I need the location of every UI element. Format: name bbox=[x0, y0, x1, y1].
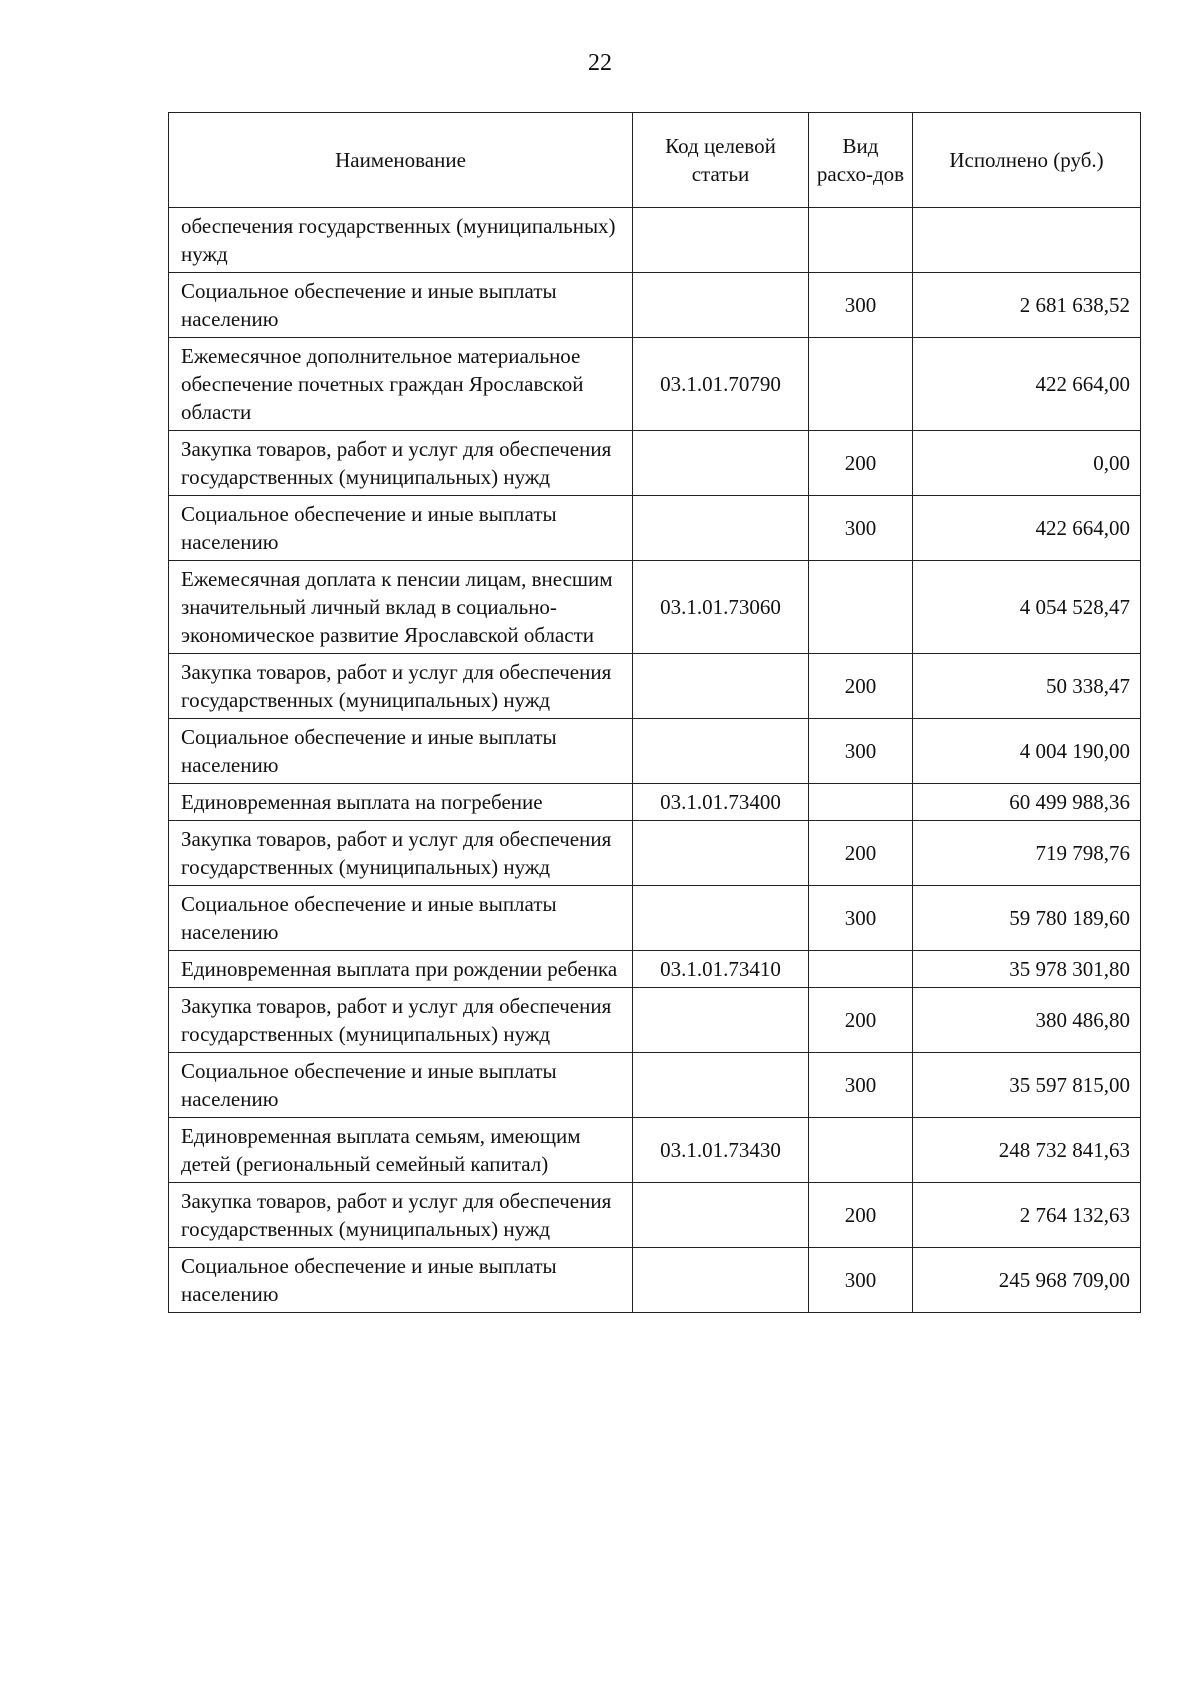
cell-code bbox=[633, 273, 809, 338]
cell-name: Закупка товаров, работ и услуг для обеспечения государственных (муниципальных) нужд bbox=[169, 431, 633, 496]
table-row bbox=[169, 431, 1141, 496]
cell-kind: 200 bbox=[809, 1183, 913, 1248]
table-header-row bbox=[169, 113, 1141, 208]
cell-kind: 300 bbox=[809, 496, 913, 561]
table-row bbox=[169, 1053, 1141, 1118]
cell-name: Закупка товаров, работ и услуг для обеспечения государственных (муниципальных) нужд bbox=[169, 1183, 633, 1248]
cell-name: Закупка товаров, работ и услуг для обеспечения государственных (муниципальных) нужд bbox=[169, 821, 633, 886]
cell-name: Социальное обеспечение и иные выплаты населению bbox=[169, 1053, 633, 1118]
header-kind: Вид расхо-дов bbox=[809, 113, 913, 208]
cell-kind: 200 bbox=[809, 821, 913, 886]
cell-name: Закупка товаров, работ и услуг для обеспечения государственных (муниципальных) нужд bbox=[169, 988, 633, 1053]
cell-sum: 422 664,00 bbox=[913, 496, 1141, 561]
table-row bbox=[169, 654, 1141, 719]
cell-kind bbox=[809, 561, 913, 654]
cell-code: 03.1.01.70790 bbox=[633, 338, 809, 431]
table-row bbox=[169, 208, 1141, 273]
cell-sum: 35 597 815,00 bbox=[913, 1053, 1141, 1118]
cell-name: Ежемесячная доплата к пенсии лицам, внесшим значительный личный вклад в социально-экономическое развитие Ярославской области bbox=[169, 561, 633, 654]
cell-name: Единовременная выплата семьям, имеющим детей (региональный семейный капитал) bbox=[169, 1118, 633, 1183]
cell-kind bbox=[809, 1118, 913, 1183]
cell-sum: 35 978 301,80 bbox=[913, 951, 1141, 988]
cell-kind: 300 bbox=[809, 719, 913, 784]
cell-kind: 300 bbox=[809, 1053, 913, 1118]
cell-kind: 200 bbox=[809, 431, 913, 496]
table-row bbox=[169, 561, 1141, 654]
table-row bbox=[169, 821, 1141, 886]
page-number: 22 bbox=[588, 50, 612, 76]
cell-sum: 2 764 132,63 bbox=[913, 1183, 1141, 1248]
cell-sum: 380 486,80 bbox=[913, 988, 1141, 1053]
table-row bbox=[169, 784, 1141, 821]
cell-kind: 300 bbox=[809, 273, 913, 338]
cell-sum: 248 732 841,63 bbox=[913, 1118, 1141, 1183]
table-row bbox=[169, 886, 1141, 951]
cell-sum: 719 798,76 bbox=[913, 821, 1141, 886]
cell-name: Социальное обеспечение и иные выплаты населению bbox=[169, 273, 633, 338]
cell-code bbox=[633, 719, 809, 784]
cell-code bbox=[633, 1248, 809, 1313]
cell-name: Социальное обеспечение и иные выплаты населению bbox=[169, 719, 633, 784]
cell-name: Социальное обеспечение и иные выплаты населению bbox=[169, 886, 633, 951]
header-sum: Исполнено (руб.) bbox=[913, 113, 1141, 208]
cell-code: 03.1.01.73060 bbox=[633, 561, 809, 654]
table-row bbox=[169, 719, 1141, 784]
header-code: Код целевой статьи bbox=[633, 113, 809, 208]
cell-code: 03.1.01.73410 bbox=[633, 951, 809, 988]
table-row bbox=[169, 951, 1141, 988]
cell-code bbox=[633, 654, 809, 719]
cell-code bbox=[633, 496, 809, 561]
table-row bbox=[169, 1183, 1141, 1248]
cell-sum: 0,00 bbox=[913, 431, 1141, 496]
cell-sum: 4 054 528,47 bbox=[913, 561, 1141, 654]
cell-code bbox=[633, 988, 809, 1053]
cell-kind: 200 bbox=[809, 654, 913, 719]
cell-code bbox=[633, 208, 809, 273]
table-row bbox=[169, 1248, 1141, 1313]
cell-sum: 2 681 638,52 bbox=[913, 273, 1141, 338]
cell-name: Социальное обеспечение и иные выплаты населению bbox=[169, 1248, 633, 1313]
cell-sum: 60 499 988,36 bbox=[913, 784, 1141, 821]
cell-name: Ежемесячное дополнительное материальное обеспечение почетных граждан Ярославской области bbox=[169, 338, 633, 431]
table-body bbox=[169, 208, 1141, 1313]
table-row bbox=[169, 496, 1141, 561]
cell-kind bbox=[809, 951, 913, 988]
cell-kind bbox=[809, 208, 913, 273]
cell-kind: 300 bbox=[809, 1248, 913, 1313]
cell-code bbox=[633, 1053, 809, 1118]
cell-code: 03.1.01.73430 bbox=[633, 1118, 809, 1183]
cell-name: Закупка товаров, работ и услуг для обеспечения государственных (муниципальных) нужд bbox=[169, 654, 633, 719]
table-row bbox=[169, 338, 1141, 431]
cell-kind bbox=[809, 338, 913, 431]
table-row bbox=[169, 273, 1141, 338]
cell-kind: 200 bbox=[809, 988, 913, 1053]
cell-sum bbox=[913, 208, 1141, 273]
cell-kind: 300 bbox=[809, 886, 913, 951]
cell-sum: 59 780 189,60 bbox=[913, 886, 1141, 951]
cell-sum: 245 968 709,00 bbox=[913, 1248, 1141, 1313]
cell-name: Единовременная выплата на погребение bbox=[169, 784, 633, 821]
cell-kind bbox=[809, 784, 913, 821]
cell-code bbox=[633, 886, 809, 951]
cell-sum: 50 338,47 bbox=[913, 654, 1141, 719]
table-row bbox=[169, 988, 1141, 1053]
cell-code bbox=[633, 1183, 809, 1248]
cell-code bbox=[633, 431, 809, 496]
header-name: Наименование bbox=[169, 113, 633, 208]
cell-code bbox=[633, 821, 809, 886]
budget-table bbox=[168, 112, 1141, 1313]
cell-name: Социальное обеспечение и иные выплаты населению bbox=[169, 496, 633, 561]
cell-sum: 422 664,00 bbox=[913, 338, 1141, 431]
cell-name: Единовременная выплата при рождении ребенка bbox=[169, 951, 633, 988]
cell-sum: 4 004 190,00 bbox=[913, 719, 1141, 784]
cell-name: обеспечения государственных (муниципальных) нужд bbox=[169, 208, 633, 273]
cell-code: 03.1.01.73400 bbox=[633, 784, 809, 821]
table-row bbox=[169, 1118, 1141, 1183]
